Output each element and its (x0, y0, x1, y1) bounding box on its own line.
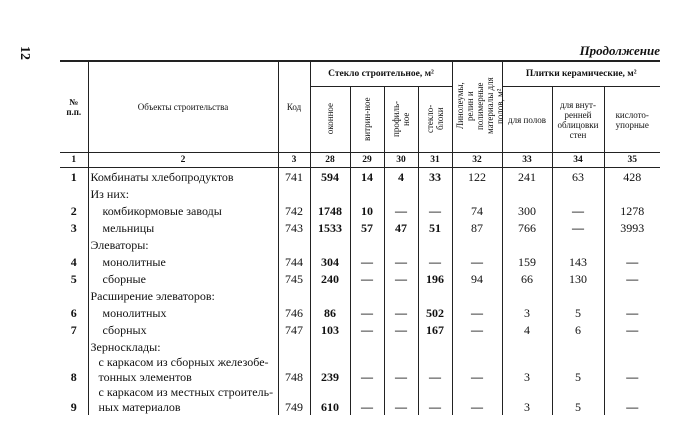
value-cell: 300 (502, 202, 552, 219)
value-cell: 63 (552, 168, 604, 186)
table-row (60, 270, 660, 287)
value-cell (384, 338, 418, 355)
value-cell (350, 236, 384, 253)
row-number (60, 236, 88, 253)
table-row (60, 304, 660, 321)
value-cell: — (384, 385, 418, 415)
value-cell: 1748 (310, 202, 350, 219)
value-cell: 3993 (604, 219, 660, 236)
value-cell: — (452, 304, 502, 321)
value-cell: 159 (502, 253, 552, 270)
value-cell: 143 (552, 253, 604, 270)
value-cell: 94 (452, 270, 502, 287)
value-cell: 33 (418, 168, 452, 186)
page-number: 12 (17, 46, 32, 60)
object-code: 743 (278, 219, 310, 236)
value-cell: 594 (310, 168, 350, 186)
value-cell: 196 (418, 270, 452, 287)
table-row (60, 287, 660, 304)
table-row (60, 236, 660, 253)
value-cell: 4 (502, 321, 552, 338)
value-cell: 130 (552, 270, 604, 287)
row-number: 1 (70, 170, 77, 184)
value-cell (310, 236, 350, 253)
object-code (278, 236, 310, 253)
colnum: 30 (384, 153, 418, 168)
value-cell: 240 (310, 270, 350, 287)
value-cell: 57 (350, 219, 384, 236)
value-cell: — (350, 270, 384, 287)
table-row (60, 202, 660, 219)
value-cell: — (384, 202, 418, 219)
row-number (60, 287, 88, 304)
value-cell (552, 287, 604, 304)
value-cell: — (418, 385, 452, 415)
value-cell: — (384, 355, 418, 385)
value-cell: — (418, 202, 452, 219)
object-code: 745 (278, 270, 310, 287)
value-cell (502, 338, 552, 355)
object-name: сборных (88, 321, 278, 338)
value-cell: 1278 (604, 202, 660, 219)
value-cell (384, 236, 418, 253)
value-cell (418, 236, 452, 253)
value-cell: 304 (310, 253, 350, 270)
value-cell: — (350, 253, 384, 270)
value-cell (502, 236, 552, 253)
table-row (60, 253, 660, 270)
value-cell: 167 (418, 321, 452, 338)
header-tiles-wall: для внут-ренней облицовки стен (552, 87, 604, 153)
table-row (60, 219, 660, 236)
value-cell: 428 (604, 168, 660, 186)
value-cell (502, 185, 552, 202)
header-objects: Объекты строительства (88, 61, 278, 153)
value-cell: — (350, 355, 384, 385)
object-name: с каркасом из сборных железобе-тонных элементов (88, 355, 278, 385)
value-cell (452, 236, 502, 253)
value-cell (384, 185, 418, 202)
value-cell: — (418, 355, 452, 385)
value-cell: — (384, 304, 418, 321)
table-row (60, 338, 660, 355)
object-name: Элеваторы: (88, 236, 278, 253)
header-glass-blocks: стекло-блоки (418, 87, 452, 153)
table-row (60, 168, 660, 186)
object-code (278, 287, 310, 304)
header-glass-profile: профиль-ное (384, 87, 418, 153)
value-cell (418, 185, 452, 202)
colnum: 29 (350, 153, 384, 168)
value-cell: — (552, 219, 604, 236)
value-cell (552, 236, 604, 253)
object-code: 741 (278, 168, 310, 186)
value-cell: 6 (552, 321, 604, 338)
header-tiles-group: Плитки керамические, м² (502, 61, 660, 87)
row-number: 3 (70, 221, 77, 235)
value-cell: 122 (452, 168, 502, 186)
value-cell (310, 287, 350, 304)
value-cell: — (604, 385, 660, 415)
row-number: 7 (70, 323, 77, 337)
value-cell: — (604, 270, 660, 287)
value-cell: — (604, 304, 660, 321)
value-cell (418, 287, 452, 304)
row-number: 5 (70, 272, 77, 286)
value-cell: — (452, 321, 502, 338)
value-cell (604, 185, 660, 202)
object-name: монолитные (88, 253, 278, 270)
materials-table (60, 60, 660, 415)
value-cell (604, 287, 660, 304)
value-cell: 5 (552, 355, 604, 385)
object-name: комбикормовые заводы (88, 202, 278, 219)
table-row (60, 385, 660, 415)
colnum: 35 (604, 153, 660, 168)
value-cell (350, 185, 384, 202)
value-cell: 239 (310, 355, 350, 385)
column-number-row (60, 153, 660, 168)
object-code: 749 (278, 385, 310, 415)
header-linoleum: Линолеумы, релин и полимерные материалы для полов, м² (452, 61, 502, 153)
value-cell: — (384, 253, 418, 270)
table-row (60, 355, 660, 385)
value-cell: — (418, 253, 452, 270)
value-cell: — (350, 321, 384, 338)
value-cell: — (350, 385, 384, 415)
value-cell: — (452, 385, 502, 415)
value-cell: 51 (418, 219, 452, 236)
value-cell: — (384, 270, 418, 287)
header-num: № п.п. (60, 61, 88, 153)
row-number (60, 185, 88, 202)
value-cell: — (604, 253, 660, 270)
value-cell (384, 287, 418, 304)
value-cell (310, 185, 350, 202)
row-number: 2 (70, 204, 77, 218)
value-cell (350, 338, 384, 355)
value-cell: 766 (502, 219, 552, 236)
row-number: 6 (70, 306, 77, 320)
object-code: 748 (278, 355, 310, 385)
object-name: Комбинаты хлебопродуктов (88, 168, 278, 186)
value-cell (452, 185, 502, 202)
object-code (278, 338, 310, 355)
value-cell (604, 338, 660, 355)
value-cell: — (604, 355, 660, 385)
value-cell (552, 338, 604, 355)
continuation-label: Продолжение (579, 43, 660, 58)
object-name: Зерносклады: (88, 338, 278, 355)
row-number: 9 (70, 400, 77, 414)
object-name: Расширение элеваторов: (88, 287, 278, 304)
header-tiles-floor: для полов (502, 87, 552, 153)
object-code: 746 (278, 304, 310, 321)
object-code: 747 (278, 321, 310, 338)
header-glass-showcase: витрин-ное (350, 87, 384, 153)
row-number: 4 (70, 255, 77, 269)
value-cell: 10 (350, 202, 384, 219)
value-cell: 66 (502, 270, 552, 287)
value-cell: 87 (452, 219, 502, 236)
table-row (60, 321, 660, 338)
value-cell (452, 338, 502, 355)
colnum: 34 (552, 153, 604, 168)
row-number: 8 (70, 370, 77, 384)
value-cell: 5 (552, 304, 604, 321)
value-cell: — (452, 355, 502, 385)
header-tiles-acid: кислото-упорные (604, 87, 660, 153)
value-cell: 3 (502, 385, 552, 415)
value-cell (452, 287, 502, 304)
object-name: монолитных (88, 304, 278, 321)
value-cell: — (452, 253, 502, 270)
object-name: мельницы (88, 219, 278, 236)
object-name: сборные (88, 270, 278, 287)
value-cell: 86 (310, 304, 350, 321)
object-code: 744 (278, 253, 310, 270)
object-code (278, 185, 310, 202)
value-cell: 4 (384, 168, 418, 186)
colnum: 28 (310, 153, 350, 168)
value-cell (604, 236, 660, 253)
value-cell: 14 (350, 168, 384, 186)
colnum: 31 (418, 153, 452, 168)
colnum: 2 (88, 153, 278, 168)
colnum: 33 (502, 153, 552, 168)
value-cell: 3 (502, 355, 552, 385)
value-cell: 3 (502, 304, 552, 321)
header-glass-group: Стекло строительное, м² (310, 61, 452, 87)
value-cell (502, 287, 552, 304)
header-code: Код (278, 61, 310, 153)
value-cell: 5 (552, 385, 604, 415)
value-cell: 241 (502, 168, 552, 186)
value-cell: — (604, 321, 660, 338)
value-cell: 502 (418, 304, 452, 321)
value-cell: — (552, 202, 604, 219)
row-number (60, 338, 88, 355)
value-cell: 103 (310, 321, 350, 338)
header-glass-window: оконное (310, 87, 350, 153)
value-cell: 1533 (310, 219, 350, 236)
object-name: с каркасом из местных строитель-ных материалов (88, 385, 278, 415)
table-row (60, 185, 660, 202)
value-cell: — (384, 321, 418, 338)
value-cell (350, 287, 384, 304)
value-cell: 47 (384, 219, 418, 236)
value-cell: 610 (310, 385, 350, 415)
value-cell (552, 185, 604, 202)
value-cell (418, 338, 452, 355)
value-cell (310, 338, 350, 355)
value-cell: — (350, 304, 384, 321)
colnum: 32 (452, 153, 502, 168)
object-code: 742 (278, 202, 310, 219)
object-name: Из них: (88, 185, 278, 202)
value-cell: 74 (452, 202, 502, 219)
colnum: 3 (278, 153, 310, 168)
colnum: 1 (60, 153, 88, 168)
